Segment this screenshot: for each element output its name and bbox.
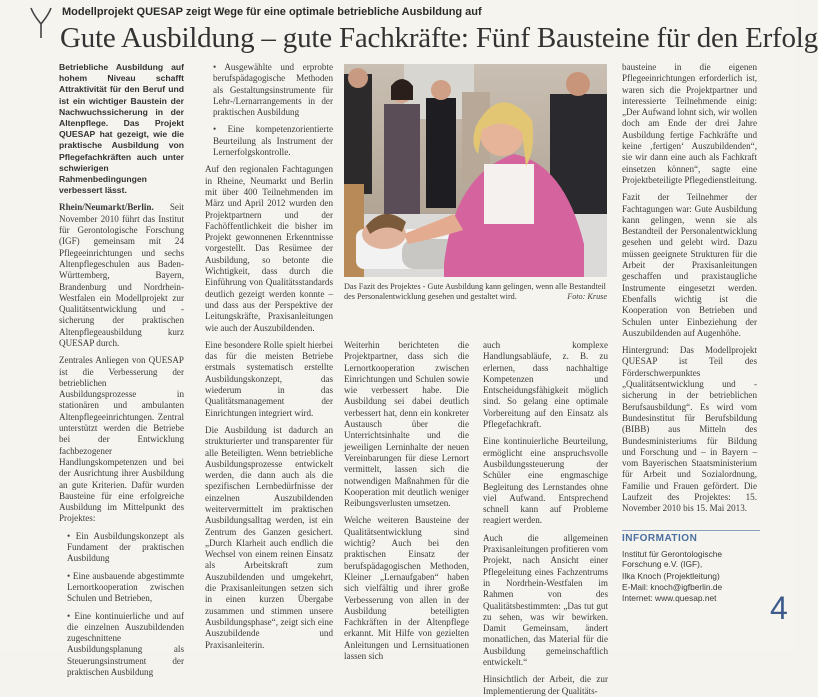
info-website: Internet: www.quesap.net — [622, 593, 717, 603]
article-column-1 — [59, 62, 184, 678]
article-kicker: Modellprojekt QUESAP zeigt Wege für eine optimale betriebliche Ausbildung auf — [62, 6, 482, 18]
info-line: Institut für Gerontologische — [622, 549, 723, 559]
info-divider — [622, 530, 760, 531]
paragraph: auch komplexe Handlungsabläufe, z. B. zu erlernen, dass nachhaltige Kompetenzen und Entscheidungsfähigkeit möglich sind. So gelang eine optimale Vorbereitung auf den Einsatz als Pflegefachkraft. — [483, 340, 608, 430]
info-title: INFORMATION — [622, 533, 698, 544]
dateline: Rhein/Neumarkt/Berlin. — [59, 202, 154, 213]
paragraph: Seit November 2010 führt das Institut für Gerontologische Forschung (IGF) gemeinsam mit 24 Pflegeeinrichtungen und sechs Altenpflegeschulen aus Baden-Württemberg, Bayern, Brandenburg und Nordrhein-Westfalen ein Modellprojekt zur Qualitätsentwicklung und -sicherung der praktischen Altenpflegeausbildung kurz QUESAP durch. — [59, 202, 184, 348]
paragraph: Welche weiteren Bausteine der Qualitätsentwicklung sind wichtig? Auch bei den praktischen Einsatz der berufspädagogischen Methoden, Kleiner „Lernaufgaben“ haben sich vielfältig und ihrer große Verbesserung von allen in der Ausbildung beteiligten Fachkräften in der Altenpflege erkannt. Mit Hilfe von gezielten Anleitungen und Lernsituationen lassen sich — [344, 515, 469, 662]
paragraph: Auch die allgemeinen Praxisanleitungen profitieren vom Projekt, nach Ansicht einer Pflegeleitung eines Fachzentrums in Nordrhein-Westfalen im Rahmen von des Qualitätsbestimmten: „Das tut gut zu sehen, was wir bewirken. Damit Gemeinsam, ändert monatlichen, das Material für die Ausbildung gemeinschaftlich entwickelt.“ — [483, 532, 608, 668]
article-photo — [344, 64, 607, 277]
article-column-5 — [622, 62, 757, 532]
article-column-2 — [205, 62, 333, 650]
info-line: Forschung e.V. (IGF), — [622, 559, 703, 569]
article-lead: Betriebliche Ausbildung auf hohem Niveau schafft Attraktivität für den Beruf und ist ein wichtiger Baustein der Nachwuchssicherung in der Altenpflege. Das Projekt QUESAP hat gezeigt, wie die praktische Ausbildung von Pflegefachkräften auch unter schwierigen Rahmenbedingungen verbessert lässt. — [59, 62, 184, 196]
article-column-4 — [483, 340, 608, 696]
paragraph: bausteine in die eigenen Pflegeeinrichtungen erforderlich ist, waren sich die Projektpartner und interessierte Teilnehmende einig: „Der Aufwand lohnt sich, wir wollen doch am Ende der drei Jahre Ausbildung fertige Fachkräfte und keine ‚fertigen‘ Auszubildenden“, sie wir dann eine auch als Fachkraft einsetzen können“, sagte eine Projektbeteiligte Pflegedienstleitung. — [622, 62, 757, 185]
caption-text: Das Fazit des Projektes - Gute Ausbildung kann gelingen, wenn alle Bestandteil des Personalentwicklung gesehen und gestaltet wird. — [344, 282, 606, 302]
paragraph: Fazit der Teilnehmer der Fachtagungen war: Gute Ausbildung kann gelingen, wenn sie als Bestandteil der Personalentwicklung gesehen und gelebt wird. Dazu müssen geeignete Strukturen für die Arbeit der Praxisanleitungen geschaffen und praxistaugliche Instrumente eingesetzt werden. Ebenfalls wichtig ist die Kooperation von Betrieben und Schulen unter Einbeziehung der Auszubildenden auf Augenhöhe. — [622, 192, 757, 338]
paragraph: Hintergrund: Das Modellprojekt QUESAP ist Teil des Förderschwerpunktes „Qualitätsentwicklung und -sicherung in der betrieblichen Berufsausbildung“. Es wird vom Bundesinstitut für Berufsbildung (BIBB) aus Mitteln des Bundesministeriums für Bildung und Forschung und – in Bayern – vom Bayerischen Staatsministerium für Arbeit und Sozialordnung, Familie und Frauen gefördert. Die Laufzeit des Projektes: 15. November 2010 bis 15. Mai 2013. — [622, 345, 757, 514]
paragraph: Hinsichtlich der Arbeit, die zur Implementierung der Qualitäts- — [483, 674, 608, 696]
photo-credit: Foto: Kruse — [567, 292, 607, 302]
bullet-item: • Eine ausbauende abgestimmte Lernortkooperation zwischen Schulen und Betrieben, — [67, 570, 184, 604]
paragraph: Eine kontinuierliche Beurteilung, ermöglicht eine anspruchsvolle Ausbildungssteuerung der Schüler eine engmaschige Begleitung des Lernstandes ohne viel Aufwand. Entsprechend schnell kann auf Probleme reagiert werden. — [483, 436, 608, 526]
article-column-3 — [344, 340, 469, 662]
bullet-item: • Eine kompetenzorientierte Beurteilung als Instrument der Lernerfolgskontrolle. — [213, 124, 333, 158]
info-line: Ilka Knoch (Projektleitung) — [622, 571, 720, 581]
page-number: 4 — [770, 590, 788, 626]
paragraph: Eine besondere Rolle spielt hierbei das für die meisten Betriebe erstmals systematisch erstellte Ausbildungskonzept, das wiederum in das Qualitätsmanagement der Einrichtungen integriert wird. — [205, 339, 333, 418]
paragraph: Weiterhin berichteten die Projektpartner, dass sich die Lernortkooperation zwischen Einrichtungen und Schulen sowie wie verbessert habe. Die Ausbildung sei dabei deutlich verbessert hat, denn ein konkreter Austausch über die Unterrichtsinhalte und die jeweiligen Lerninhalte der neuen Vereinbarungen für diese Lernort vermittelt, lassen sich die notwendigen Maßnahmen für die Kooperation mit deutlich weniger Reibungsverlusten umsetzen. — [344, 340, 469, 509]
paragraph: Zentrales Anliegen von QUESAP ist die Verbesserung der betrieblichen Ausbildungsprozesse in stationären und ambulanten Altenpflegeeinrichtungen. Zentral unterstützt werden die Betriebe bei der Entwicklung fachbezogener Handlungskompetenzen und bei der Ausrichtung ihrer Ausbildung an gute Kriterien. Dafür wurden Bausteine für eine erfolgreiche Ausbildung im Mittelpunkt des Projektes: — [59, 355, 184, 524]
photo-illustration — [344, 64, 607, 277]
paragraph: Die Ausbildung ist dadurch an strukturierter und transparenter für alle Beteiligten. Wenn betriebliche Ausbildungsprozesse entwickelt werden, die dann auch als die spezifischen Lernbedürfnisse der einzelnen Auszubildenden weitervermittelt im praktischen Ausbildungsalltag werden, ist ein Zentrum des Ganzen gesichert. „Durch Klarheit auch endlich die Wechsel von einem reinen Einsatz als Arbeitskraft zum Auszubildenden und umgekehrt, die Praxisanleitungen setzen sich in einen kurzen Übergabe zusammen und stimmen unsere Ausbildungsphase“, zeigt sich eine Auszubildende und Praxisanleiterin. — [205, 424, 333, 650]
article-headline: Gute Ausbildung – gute Fachkräfte: Fünf Bausteine für den Erfolg — [60, 22, 818, 54]
bullet-item: • Eine kontinuierliche und auf die einzelnen Auszubildenden zugeschnittene Ausbildungsplanung als Steuerungsinstrument der praktischen Ausbildung — [67, 610, 184, 678]
publication-logo-icon — [28, 6, 54, 40]
bullet-item: • Ein Ausbildungskonzept als Fundament der praktischen Ausbildung — [67, 530, 184, 564]
bullet-item: • Ausgewählte und erprobte berufspädagogische Methoden als Gestaltungsinstrumente für Lehr-/Lernarrangements in der praktischen Ausbildung — [213, 62, 333, 118]
paragraph: Auf den regionalen Fachtagungen in Rheine, Neumarkt und Berlin mit über 400 Teilnehmenden im März und April 2012 wurden den Projektpartnern und der Fachöffentlichkeit die bisher im Projekt gewonnenen Erkenntnisse vorgestellt. Das Resümee der Ausbildung, so betonte die Wichtigkeit, dass durch die Einführung von Qualitätsstandards deutlich gezeigt werden konnte – und dass aus der Perspektive der Leitungskräfte, Praxisanleitungen wie auch der Auszubildenden. — [205, 164, 333, 333]
photo-caption — [344, 282, 607, 302]
info-email: E-Mail: knoch@igfberlin.de — [622, 582, 723, 592]
